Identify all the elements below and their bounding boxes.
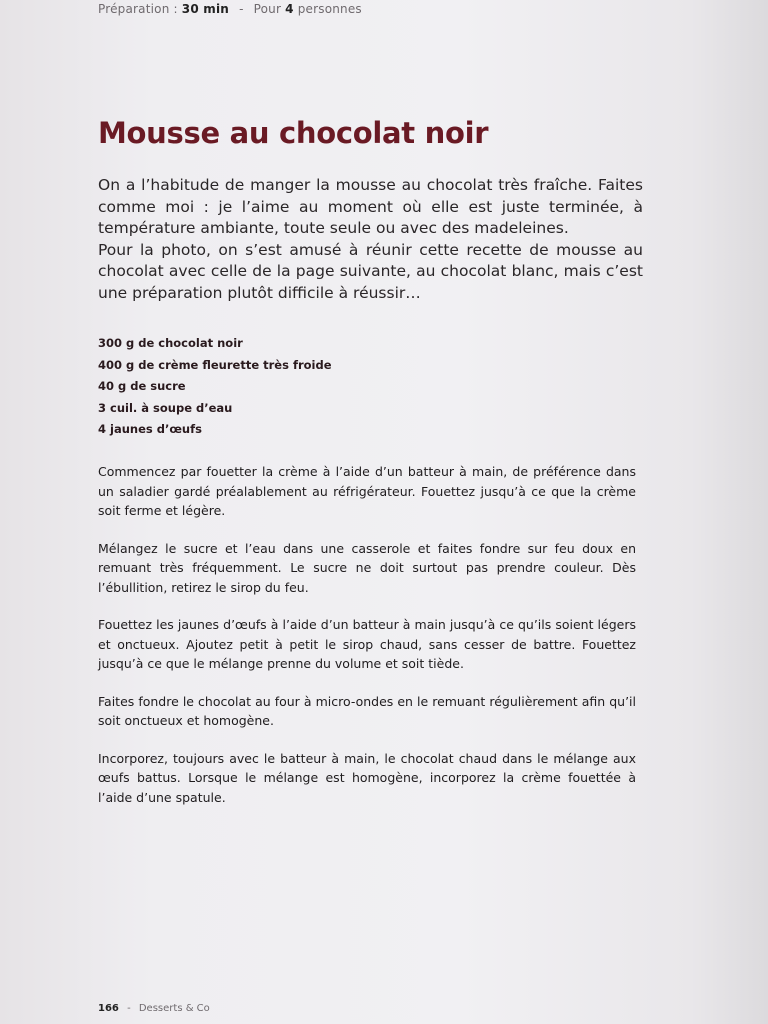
intro-paragraph: Pour la photo, on s’est amusé à réunir cette recette de mousse au chocolat avec celle de la page suivante, au chocolat blanc, mais c’est une préparation plutôt difficile à réussir… — [98, 240, 643, 302]
ingredient-item: 300 g de chocolat noir — [98, 336, 243, 350]
ingredient-item: 400 g de crème fleurette très froide — [98, 357, 332, 372]
serves-count: 4 — [285, 2, 294, 16]
step-paragraph: Incorporez, toujours avec le batteur à main, le chocolat chaud dans le mélange aux œufs battus. Lorsque le mélange est homogène, incorporez la crème fouettée à l’aide d’une spatule. — [98, 750, 636, 805]
ingredient-item: 4 jaunes d’œufs — [98, 422, 202, 436]
prep-time: 30 min — [181, 2, 230, 16]
page-footer — [98, 1003, 210, 1014]
meta-separator: - — [239, 2, 244, 16]
recipe-steps — [98, 462, 636, 825]
step-paragraph: Faites fondre le chocolat au four à micro-ondes en le remuant régulièrement afin qu’il soit onctueux et homogène. — [98, 693, 636, 728]
recipe-title: Mousse au chocolat noir — [98, 116, 489, 150]
section-name: Desserts & Co — [138, 1003, 210, 1014]
recipe-meta — [98, 2, 362, 16]
step-paragraph: Commencez par fouetter la crème à l’aide d’un batteur à main, de préférence dans un saladier gardé préalablement au réfrigérateur. Fouettez jusqu’à ce que la crème soit ferme et légère. — [98, 464, 636, 518]
recipe-intro — [98, 175, 643, 304]
ingredient-item: 3 cuil. à soupe d’eau — [98, 400, 233, 415]
step-paragraph: Mélangez le sucre et l’eau dans une casserole et faites fondre sur feu doux en remuant très fréquemment. Le sucre ne doit surtout pas prendre couleur. Dès l’ébullition, retirez le sirop du feu. — [98, 540, 636, 595]
serves-unit: personnes — [297, 2, 362, 16]
serves-label: Pour — [253, 2, 282, 16]
footer-separator: - — [127, 1003, 131, 1014]
step-paragraph: Fouettez les jaunes d’œufs à l’aide d’un batteur à main jusqu’à ce qu’ils soient légers et onctueux. Ajoutez petit à petit le sirop chaud, sans cesser de battre. Fouettez jusqu’à ce que le mélange prenne du volume et soit tiède. — [98, 617, 636, 671]
ingredient-list — [98, 333, 332, 441]
ingredient-item: 40 g de sucre — [98, 379, 186, 393]
page-number: 166 — [98, 1003, 119, 1014]
intro-paragraph: On a l’habitude de manger la mousse au chocolat très fraîche. Faites comme moi : je l’aime au moment où elle est juste terminée, à température ambiante, toute seule ou avec des madeleines. — [98, 176, 643, 237]
prep-label: Préparation : — [98, 2, 178, 16]
